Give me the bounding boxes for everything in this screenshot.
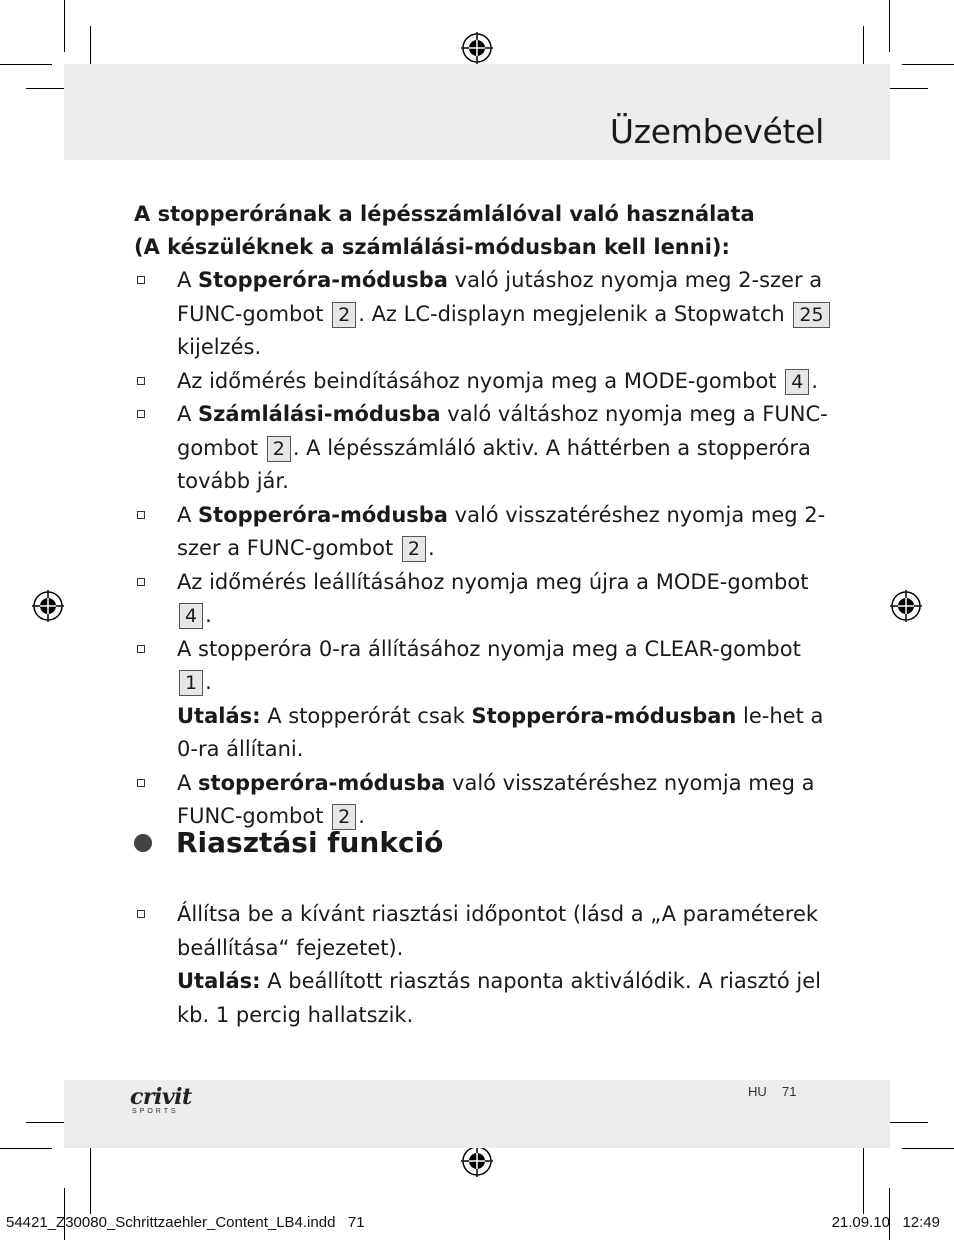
item-text: . bbox=[358, 804, 365, 828]
print-slug-date: 21.09.10 12:49 bbox=[831, 1214, 940, 1231]
list-item bbox=[134, 398, 834, 499]
item-text: való váltáshoz nyomja meg a FUNC-gombot bbox=[177, 402, 828, 460]
crop-mark bbox=[0, 64, 52, 65]
item-text: való visszatéréshez nyomja meg 2-szer a FUNC-gombot bbox=[177, 502, 826, 560]
item-text: A stopperóra 0-ra állításához nyomja meg a CLEAR-gombot bbox=[177, 636, 801, 661]
registration-mark-icon bbox=[461, 32, 493, 64]
alarm-title-text: Riasztási funkció bbox=[176, 826, 444, 859]
item-bold: Számlálási-módusba bbox=[198, 402, 441, 426]
list-item bbox=[134, 264, 834, 365]
item-text: A bbox=[177, 770, 199, 795]
item-text: A bbox=[177, 402, 199, 426]
item-text: A beállított riasztás naponta aktiválódik. A riasztó jel kb. 1 percig hallatszik. bbox=[177, 969, 821, 1027]
crop-mark bbox=[884, 1122, 928, 1123]
note-label: Utalás: bbox=[177, 703, 261, 728]
item-bold: Stopperóra-módusba bbox=[198, 268, 448, 292]
key-ref: 4 bbox=[179, 603, 203, 629]
list-item bbox=[134, 898, 834, 1032]
crop-mark bbox=[884, 88, 928, 89]
list-item bbox=[134, 566, 834, 633]
item-text: Az időmérés leállításához nyomja meg újra a MODE-gombot bbox=[177, 569, 809, 594]
key-ref: 2 bbox=[402, 536, 426, 562]
item-text: . bbox=[205, 603, 212, 627]
crop-mark bbox=[90, 1144, 91, 1214]
list-item bbox=[134, 499, 834, 566]
item-text: . A lépésszámláló aktiv. A háttérben a stopperóra tovább jár. bbox=[177, 435, 811, 493]
item-bold: Stopperóra-módusban bbox=[471, 703, 737, 728]
alarm-section bbox=[134, 898, 834, 1032]
item-text: . bbox=[811, 368, 819, 393]
list-item bbox=[134, 365, 834, 399]
key-ref: 2 bbox=[332, 302, 356, 328]
key-ref: 25 bbox=[793, 302, 829, 328]
section-dot-icon bbox=[134, 834, 152, 852]
list-item bbox=[134, 767, 834, 834]
item-text: . bbox=[427, 536, 435, 560]
stopwatch-section bbox=[134, 198, 834, 834]
key-ref: 1 bbox=[179, 670, 203, 696]
item-text: való jutáshoz nyomja meg 2-szer a FUNC-gombot bbox=[177, 268, 823, 326]
registration-mark-icon bbox=[461, 1145, 493, 1177]
page-language: HU bbox=[748, 1084, 767, 1099]
crop-mark bbox=[902, 1148, 954, 1149]
key-ref: 2 bbox=[332, 804, 356, 830]
item-bold: Stopperóra-módusba bbox=[198, 502, 448, 527]
print-slug-file: 54421_Z30080_Schrittzaehler_Content_LB4.indd 71 bbox=[6, 1214, 365, 1231]
registration-mark-icon bbox=[32, 590, 64, 622]
key-ref: 2 bbox=[267, 436, 291, 462]
heading-line-1: A stopperórának a lépésszámlálóval való használata bbox=[134, 202, 755, 226]
item-text: való visszatéréshez nyomja meg a FUNC-gombot bbox=[177, 770, 815, 828]
stopwatch-steps bbox=[134, 264, 834, 834]
crop-mark bbox=[0, 1148, 52, 1149]
item-text: Az időmérés beindításához nyomja meg a MODE-gombot bbox=[177, 368, 784, 393]
crop-mark bbox=[902, 64, 954, 65]
crop-mark bbox=[889, 0, 890, 52]
item-text: le-het a 0-ra állítani. bbox=[177, 703, 824, 761]
key-ref: 4 bbox=[785, 369, 809, 395]
section-heading bbox=[134, 198, 834, 264]
brand-logo-sub: SPORTS bbox=[132, 1108, 179, 1115]
heading-line-2: (A készüléknek a számlálási-módusban kell lenni): bbox=[134, 235, 730, 259]
alarm-section-title bbox=[134, 826, 443, 859]
item-text: . Az LC-displayn megjelenik a Stopwatch bbox=[358, 301, 792, 326]
brand-logo: crivit bbox=[130, 1084, 192, 1110]
item-text: A bbox=[177, 502, 199, 527]
item-bold: stopperóra-módusba bbox=[198, 770, 446, 795]
item-text: A stopperórát csak bbox=[260, 703, 472, 728]
item-text: A bbox=[177, 268, 199, 292]
page-number: 71 bbox=[782, 1084, 797, 1099]
page-title: Üzembevétel bbox=[609, 112, 824, 151]
crop-mark bbox=[64, 0, 65, 52]
item-text: . bbox=[205, 670, 212, 694]
alarm-steps bbox=[134, 898, 834, 1032]
item-text: Állítsa be a kívánt riasztási időpontot (lásd a „A paraméterek beállítása“ fejezetet). bbox=[177, 902, 819, 960]
note-label: Utalás: bbox=[177, 969, 261, 993]
list-item bbox=[134, 633, 834, 767]
crop-mark bbox=[863, 1144, 864, 1214]
item-text: kijelzés. bbox=[177, 335, 262, 359]
registration-mark-icon bbox=[890, 590, 922, 622]
